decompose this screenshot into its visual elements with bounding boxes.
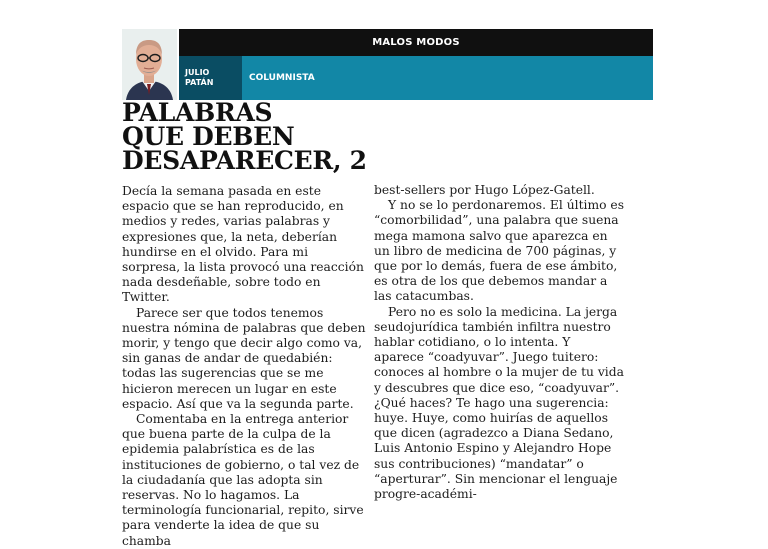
author-first-name: JULIO <box>185 68 210 77</box>
author-name-box <box>179 56 242 100</box>
author-last-name: PATÁN <box>185 78 214 87</box>
paragraph: Comentaba en la entrega anterior que buena parte de la culpa de la epidemia palabrística es de las instituciones de gobierno, o tal vez de la ciudadanía que las adopta sin reservas. No lo hagamos. La terminología funcionarial, repito, sirve para venderte la idea de que su chamba <box>122 412 364 548</box>
paragraph: Y no se lo perdonaremos. El último es “comorbilidad”, una palabra que suena mega mamona salvo que aparezca en un libro de medicina de 700 páginas, y que por lo demás, fuera de ese ámbito, es otra de los que debemos mandar a las catacumbas. <box>374 198 625 304</box>
article-headline <box>122 98 422 175</box>
section-title: MALOS MODOS <box>372 37 460 48</box>
article-page <box>122 29 653 548</box>
headline-line-1: PALABRAS <box>122 98 273 127</box>
section-bar <box>179 29 653 56</box>
author-role <box>249 56 315 100</box>
paragraph: Parece ser que todos tenemos nuestra nómina de palabras que deben morir, y tengo que decir algo como va, sin ganas de andar de quedabién: todas las sugerencias que se me hicieron merecen un lugar en este espacio. Así que va la segunda parte. <box>122 305 366 411</box>
paragraph: Decía la semana pasada en este espacio que se han reproducido, en medios y redes, varias palabras y expresiones que, la neta, deberían hundirse en el olvido. Para mi sorpresa, la lista provocó una reacción nada desdeñable, sobre todo en Twitter. <box>122 184 364 305</box>
headline-line-2: QUE DEBEN <box>122 122 295 151</box>
article-column-left <box>122 184 366 549</box>
author-photo <box>122 29 179 100</box>
paragraph: Pero no es solo la medicina. La jerga seudojurídica también infiltra nuestro hablar cotidiano, o lo intenta. Y aparece “coadyuvar”. Juego tuitero: conoces al hombre o la mujer de tu vida y descubres que dice eso, “coadyuvar”. ¿Qué haces? Te hago una sugerencia: huye. Huye, como huirías de aquellos que dicen (agradezco a Diana Sedano, Luis Antonio Espino y Alejandro Hope sus contribuciones) “mandatar” o “aperturar”. Sin mencionar el lenguaje progre-académi- <box>374 304 624 502</box>
paragraph: best-sellers por Hugo López-Gatell. <box>374 183 595 197</box>
author-portrait-icon <box>122 29 177 100</box>
author-bar <box>179 56 653 100</box>
author-role-label: COLUMNISTA <box>249 73 315 83</box>
article-column-right <box>374 183 624 502</box>
column-header <box>122 29 653 100</box>
headline-line-3: DESAPARECER, 2 <box>122 146 367 175</box>
